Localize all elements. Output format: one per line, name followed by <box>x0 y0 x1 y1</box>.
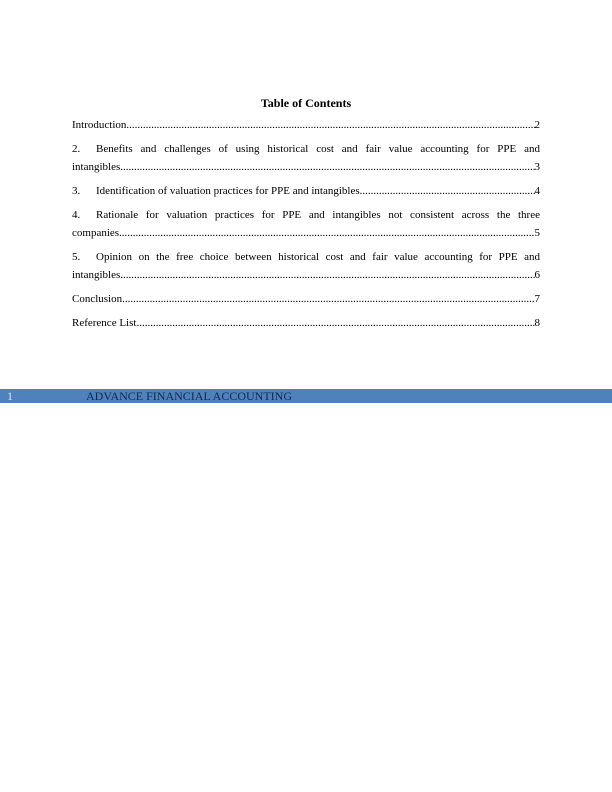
toc-leader-dots <box>120 158 534 176</box>
toc-entry-introduction[interactable] <box>72 116 540 134</box>
toc-leader-dots <box>126 116 534 134</box>
toc-entry-label-continued: intangibles <box>72 269 121 281</box>
toc-entry-label: Rationale for valuation practices for PPE and intangibles not consistent across the three <box>96 209 540 221</box>
toc-page-number: 6 <box>534 269 540 281</box>
toc-entry-label: Identification of valuation practices for PPE and intangibles <box>96 185 360 197</box>
toc-leader-dots <box>136 314 534 332</box>
toc-entry-label: Reference List <box>72 317 137 329</box>
toc-title: Table of Contents <box>260 96 352 110</box>
toc-page-number: 5 <box>534 227 540 239</box>
toc-leader-dots <box>119 224 534 242</box>
toc-entry-label-continued: intangibles <box>72 161 121 173</box>
toc-page-number: 7 <box>534 293 540 305</box>
toc-page-number: 8 <box>534 317 540 329</box>
toc-entry-number: 4. <box>72 209 81 221</box>
toc-entry-number: 3. <box>72 185 81 197</box>
toc-entry-conclusion[interactable] <box>72 290 540 308</box>
toc-entry-benefits-challenges[interactable] <box>72 140 540 176</box>
toc-page-number: 2 <box>534 119 540 131</box>
table-of-contents <box>72 96 540 338</box>
running-footer-bar <box>0 389 612 403</box>
toc-entry-label: Introduction <box>72 119 127 131</box>
toc-entry-opinion[interactable] <box>72 248 540 284</box>
toc-entry-rationale[interactable] <box>72 206 540 242</box>
page-number: 1 <box>7 389 13 403</box>
toc-entry-valuation-practices[interactable] <box>72 182 540 200</box>
toc-entry-label: Opinion on the free choice between historical cost and fair value accounting for PPE and <box>96 251 540 263</box>
toc-entry-reference-list[interactable] <box>72 314 540 332</box>
running-title: ADVANCE FINANCIAL ACCOUNTING <box>86 389 293 403</box>
toc-leader-dots <box>120 266 534 284</box>
toc-entry-number: 5. <box>72 251 81 263</box>
toc-page-number: 3 <box>534 161 540 173</box>
toc-leader-dots <box>360 182 535 200</box>
toc-entry-label: Benefits and challenges of using historical cost and fair value accounting for PPE and <box>96 143 540 155</box>
toc-page-number: 4 <box>534 185 540 197</box>
toc-entry-number: 2. <box>72 143 81 155</box>
toc-entry-label: Conclusion <box>72 293 123 305</box>
toc-entry-label-continued: companies <box>72 227 120 239</box>
toc-leader-dots <box>122 290 534 308</box>
